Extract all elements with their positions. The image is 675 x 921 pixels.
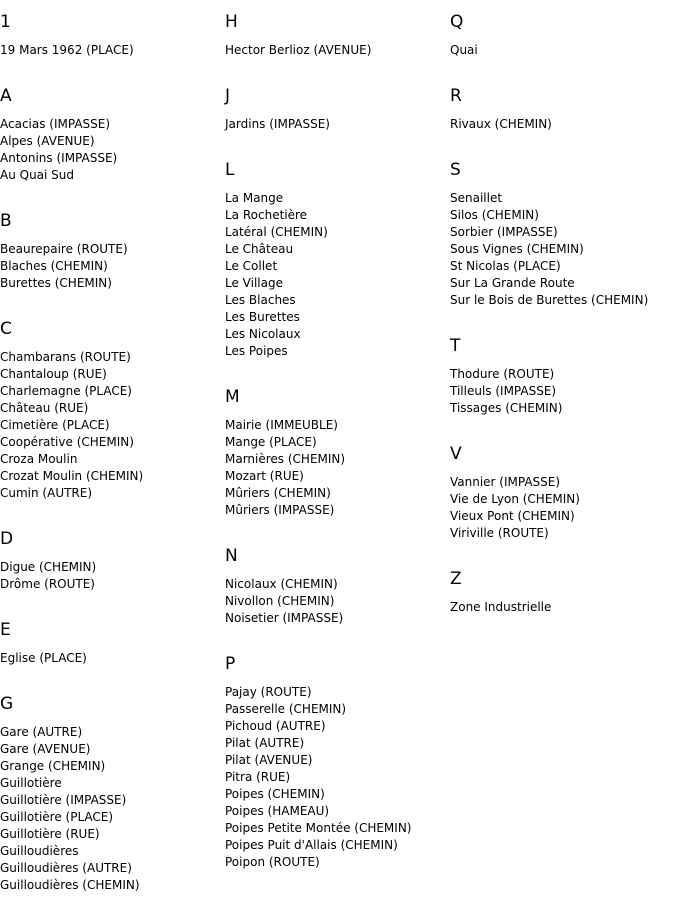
street-list: [225, 42, 450, 59]
street-list: [450, 116, 675, 133]
street-list: [225, 190, 450, 360]
letter-heading: T: [450, 336, 461, 356]
street-link[interactable]: Rivaux (CHEMIN): [450, 117, 552, 131]
street-list: [0, 241, 225, 292]
street-link[interactable]: Mairie (IMMEUBLE): [225, 418, 338, 432]
street-link[interactable]: Poipes Petite Montée (CHEMIN): [225, 821, 412, 835]
street-link[interactable]: Grange (CHEMIN): [0, 759, 106, 773]
street-link[interactable]: Passerelle (CHEMIN): [225, 702, 347, 716]
street-link[interactable]: Les Burettes: [225, 310, 300, 324]
street-link[interactable]: Eglise (PLACE): [0, 651, 87, 665]
street-list: [450, 366, 675, 417]
street-list: [0, 559, 225, 593]
street-list: [0, 42, 225, 59]
letter-heading: M: [225, 387, 240, 407]
street-list: [0, 349, 225, 502]
street-link[interactable]: Digue (CHEMIN): [0, 560, 97, 574]
street-link[interactable]: Mûriers (IMPASSE): [225, 503, 335, 517]
street-link[interactable]: Poipon (ROUTE): [225, 855, 320, 869]
street-link[interactable]: Mozart (RUE): [225, 469, 304, 483]
street-link[interactable]: Les Poipes: [225, 344, 288, 358]
street-link[interactable]: Viriville (ROUTE): [450, 526, 549, 540]
street-link[interactable]: Antonins (IMPASSE): [0, 151, 118, 165]
street-link[interactable]: Jardins (IMPASSE): [225, 117, 330, 131]
letter-section: [225, 387, 450, 519]
street-link[interactable]: Gare (AVENUE): [0, 742, 91, 756]
street-link[interactable]: Les Blaches: [225, 293, 296, 307]
letter-heading: L: [225, 160, 235, 180]
street-link[interactable]: La Rochetière: [225, 208, 308, 222]
letter-section: [225, 12, 450, 59]
letter-heading: B: [0, 211, 12, 231]
letter-heading: C: [0, 319, 12, 339]
street-link[interactable]: Pajay (ROUTE): [225, 685, 312, 699]
street-link[interactable]: Chambarans (ROUTE): [0, 350, 131, 364]
street-link[interactable]: Quai: [450, 43, 478, 57]
street-link[interactable]: Noisetier (IMPASSE): [225, 611, 344, 625]
street-link[interactable]: Burettes (CHEMIN): [0, 276, 112, 290]
street-list: [225, 417, 450, 519]
letter-section: [0, 12, 225, 59]
street-link[interactable]: Mûriers (CHEMIN): [225, 486, 331, 500]
street-list: [450, 599, 675, 616]
street-link[interactable]: Vieux Pont (CHEMIN): [450, 509, 575, 523]
street-link[interactable]: Thodure (ROUTE): [450, 367, 555, 381]
letter-section: [0, 319, 225, 502]
street-link[interactable]: Poipes (CHEMIN): [225, 787, 325, 801]
street-link[interactable]: Guillotière: [0, 776, 62, 790]
street-link[interactable]: 19 Mars 1962 (PLACE): [0, 43, 134, 57]
street-link[interactable]: Sorbier (IMPASSE): [450, 225, 558, 239]
street-link[interactable]: Tissages (CHEMIN): [450, 401, 563, 415]
street-link[interactable]: Guillotière (PLACE): [0, 810, 114, 824]
street-link[interactable]: Cumin (AUTRE): [0, 486, 93, 500]
letter-section: [0, 211, 225, 292]
letter-section: [0, 529, 225, 593]
street-link[interactable]: Poipes Puit d'Allais (CHEMIN): [225, 838, 398, 852]
street-link[interactable]: Marnières (CHEMIN): [225, 452, 346, 466]
street-link[interactable]: Tilleuls (IMPASSE): [450, 384, 557, 398]
street-link[interactable]: Vie de Lyon (CHEMIN): [450, 492, 580, 506]
index-column: [225, 12, 450, 898]
street-link[interactable]: Cimetière (PLACE): [0, 418, 110, 432]
street-link[interactable]: La Mange: [225, 191, 284, 205]
street-link[interactable]: Crozat Moulin (CHEMIN): [0, 469, 144, 483]
letter-section: [225, 86, 450, 133]
street-link[interactable]: Guillotière (RUE): [0, 827, 100, 841]
street-link[interactable]: Silos (CHEMIN): [450, 208, 539, 222]
street-link[interactable]: St Nicolas (PLACE): [450, 259, 561, 273]
street-link[interactable]: Guilloudières (CHEMIN): [0, 878, 140, 892]
street-link[interactable]: Zone Industrielle: [450, 600, 552, 614]
street-link[interactable]: Croza Moulin: [0, 452, 78, 466]
letter-section: [225, 160, 450, 360]
letter-heading: P: [225, 654, 236, 674]
street-list: [225, 576, 450, 627]
street-link[interactable]: Vannier (IMPASSE): [450, 475, 561, 489]
letter-heading: S: [450, 160, 461, 180]
street-link[interactable]: Nicolaux (CHEMIN): [225, 577, 338, 591]
letter-section: [0, 620, 225, 667]
street-link[interactable]: Nivollon (CHEMIN): [225, 594, 335, 608]
letter-heading: A: [0, 86, 12, 106]
street-link[interactable]: Pilat (AUTRE): [225, 736, 305, 750]
street-link[interactable]: Sous Vignes (CHEMIN): [450, 242, 584, 256]
street-link[interactable]: Sur le Bois de Burettes (CHEMIN): [450, 293, 649, 307]
street-link[interactable]: Poipes (HAMEAU): [225, 804, 330, 818]
letter-section: [450, 86, 675, 133]
street-link[interactable]: Château (RUE): [0, 401, 89, 415]
street-list: [450, 42, 675, 59]
letter-heading: J: [225, 86, 231, 106]
street-link[interactable]: Coopérative (CHEMIN): [0, 435, 134, 449]
street-link[interactable]: Pitra (RUE): [225, 770, 291, 784]
street-link[interactable]: Hector Berlioz (AVENUE): [225, 43, 372, 57]
letter-heading: Z: [450, 569, 462, 589]
street-link[interactable]: Les Nicolaux: [225, 327, 301, 341]
street-link[interactable]: Pilat (AVENUE): [225, 753, 313, 767]
street-list: [0, 650, 225, 667]
letter-section: [0, 694, 225, 894]
letter-heading: 1: [0, 12, 11, 32]
letter-heading: E: [0, 620, 11, 640]
street-link[interactable]: Guilloudières (AUTRE): [0, 861, 132, 875]
street-link[interactable]: Acacias (IMPASSE): [0, 117, 111, 131]
letter-heading: V: [450, 444, 462, 464]
letter-section: [225, 546, 450, 627]
street-link[interactable]: Drôme (ROUTE): [0, 577, 95, 591]
letter-section: [0, 86, 225, 184]
letter-section: [450, 160, 675, 309]
street-link[interactable]: Pichoud (AUTRE): [225, 719, 326, 733]
letter-section: [450, 569, 675, 616]
letter-section: [450, 336, 675, 417]
street-list: [225, 684, 450, 871]
letter-section: [450, 12, 675, 59]
street-link[interactable]: Blaches (CHEMIN): [0, 259, 108, 273]
index-column: [0, 12, 225, 921]
street-link[interactable]: Au Quai Sud: [0, 168, 75, 182]
index-column: [450, 12, 675, 643]
street-link[interactable]: Latéral (CHEMIN): [225, 225, 328, 239]
street-link[interactable]: Beaurepaire (ROUTE): [0, 242, 128, 256]
letter-heading: G: [0, 694, 14, 714]
street-link[interactable]: Le Collet: [225, 259, 278, 273]
street-link[interactable]: Charlemagne (PLACE): [0, 384, 132, 398]
street-link[interactable]: Gare (AUTRE): [0, 725, 83, 739]
letter-heading: D: [0, 529, 14, 549]
letter-section: [225, 654, 450, 871]
street-link[interactable]: Senaillet: [450, 191, 503, 205]
street-link[interactable]: Guillotière (IMPASSE): [0, 793, 127, 807]
street-link[interactable]: Le Village: [225, 276, 283, 290]
street-link[interactable]: Sur La Grande Route: [450, 276, 575, 290]
street-list: [450, 474, 675, 542]
street-list: [0, 724, 225, 894]
street-link[interactable]: Guilloudières: [0, 844, 79, 858]
street-list: [0, 116, 225, 184]
street-list: [450, 190, 675, 309]
letter-section: [450, 444, 675, 542]
letter-heading: N: [225, 546, 238, 566]
street-link[interactable]: Alpes (AVENUE): [0, 134, 95, 148]
street-list: [225, 116, 450, 133]
letter-heading: R: [450, 86, 462, 106]
street-link[interactable]: Chantaloup (RUE): [0, 367, 107, 381]
street-link[interactable]: Le Château: [225, 242, 294, 256]
street-link[interactable]: Mange (PLACE): [225, 435, 317, 449]
letter-heading: H: [225, 12, 238, 32]
letter-heading: Q: [450, 12, 464, 32]
